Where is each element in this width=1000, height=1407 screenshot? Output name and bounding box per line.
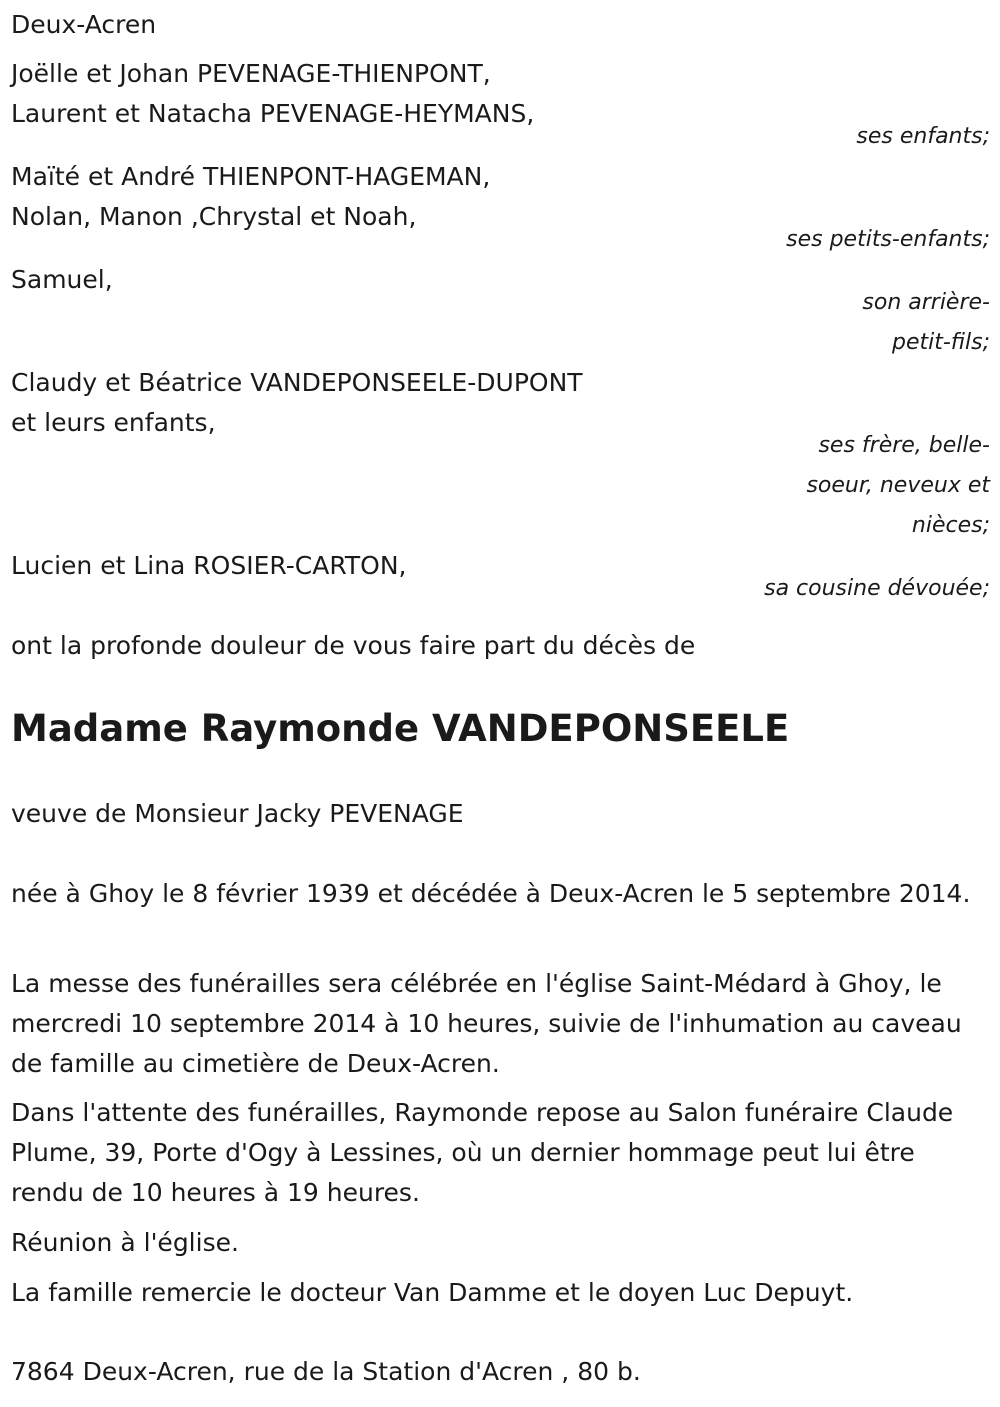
siblings-line-1: Claudy et Béatrice VANDEPONSEELE-DUPONT xyxy=(11,368,583,397)
visitation: Dans l'attente des funérailles, Raymonde repose au Salon funéraire Claude Plume, 39, Porte d'Ogy à Lessines, où un dernier hommage peut lui être rendu de 10 heures à 19 heures. xyxy=(11,1098,954,1207)
children-line-2: Laurent et Natacha PEVENAGE-HEYMANS, xyxy=(11,99,535,128)
meeting: Réunion à l'église. xyxy=(11,1228,239,1257)
siblings-relation-3: nièces; xyxy=(911,513,990,538)
deceased-name: Madame Raymonde VANDEPONSEELE xyxy=(11,707,790,750)
children-relation: ses enfants; xyxy=(856,124,990,149)
greatgrandchild-relation-2: petit-fils; xyxy=(891,330,990,355)
siblings-relation-2: soeur, neveux et xyxy=(806,473,990,498)
thanks: La famille remercie le docteur Van Damme et le doyen Luc Depuyt. xyxy=(11,1278,854,1307)
siblings-relation-1: ses frère, belle- xyxy=(818,433,990,458)
greatgrandchild-line-1: Samuel, xyxy=(11,265,113,294)
children-line-1: Joëlle et Johan PEVENAGE-THIENPONT, xyxy=(11,59,491,88)
announcement-intro: ont la profonde douleur de vous faire part du décès de xyxy=(11,631,696,660)
grandchildren-line-2: Nolan, Manon ,Chrystal et Noah, xyxy=(11,202,417,231)
location-heading: Deux-Acren xyxy=(11,10,157,39)
grandchildren-line-1: Maïté et André THIENPONT-HAGEMAN, xyxy=(11,162,491,191)
grandchildren-relation: ses petits-enfants; xyxy=(786,227,990,252)
cousin-relation: sa cousine dévouée; xyxy=(764,576,990,601)
funeral-mass: La messe des funérailles sera célébrée en l'église Saint-Médard à Ghoy, le mercredi 10 septembre 2014 à 10 heures, suivie de l'inhumation au caveau de famille au cimetière de Deux-Acren. xyxy=(11,969,962,1078)
address: 7864 Deux-Acren, rue de la Station d'Acren , 80 b. xyxy=(11,1357,641,1386)
birth-death: née à Ghoy le 8 février 1939 et décédée à Deux-Acren le 5 septembre 2014. xyxy=(11,879,971,908)
widow-of: veuve de Monsieur Jacky PEVENAGE xyxy=(11,799,464,828)
siblings-line-2: et leurs enfants, xyxy=(11,408,216,437)
greatgrandchild-relation-1: son arrière- xyxy=(862,290,990,315)
cousin-line-1: Lucien et Lina ROSIER-CARTON, xyxy=(11,551,407,580)
